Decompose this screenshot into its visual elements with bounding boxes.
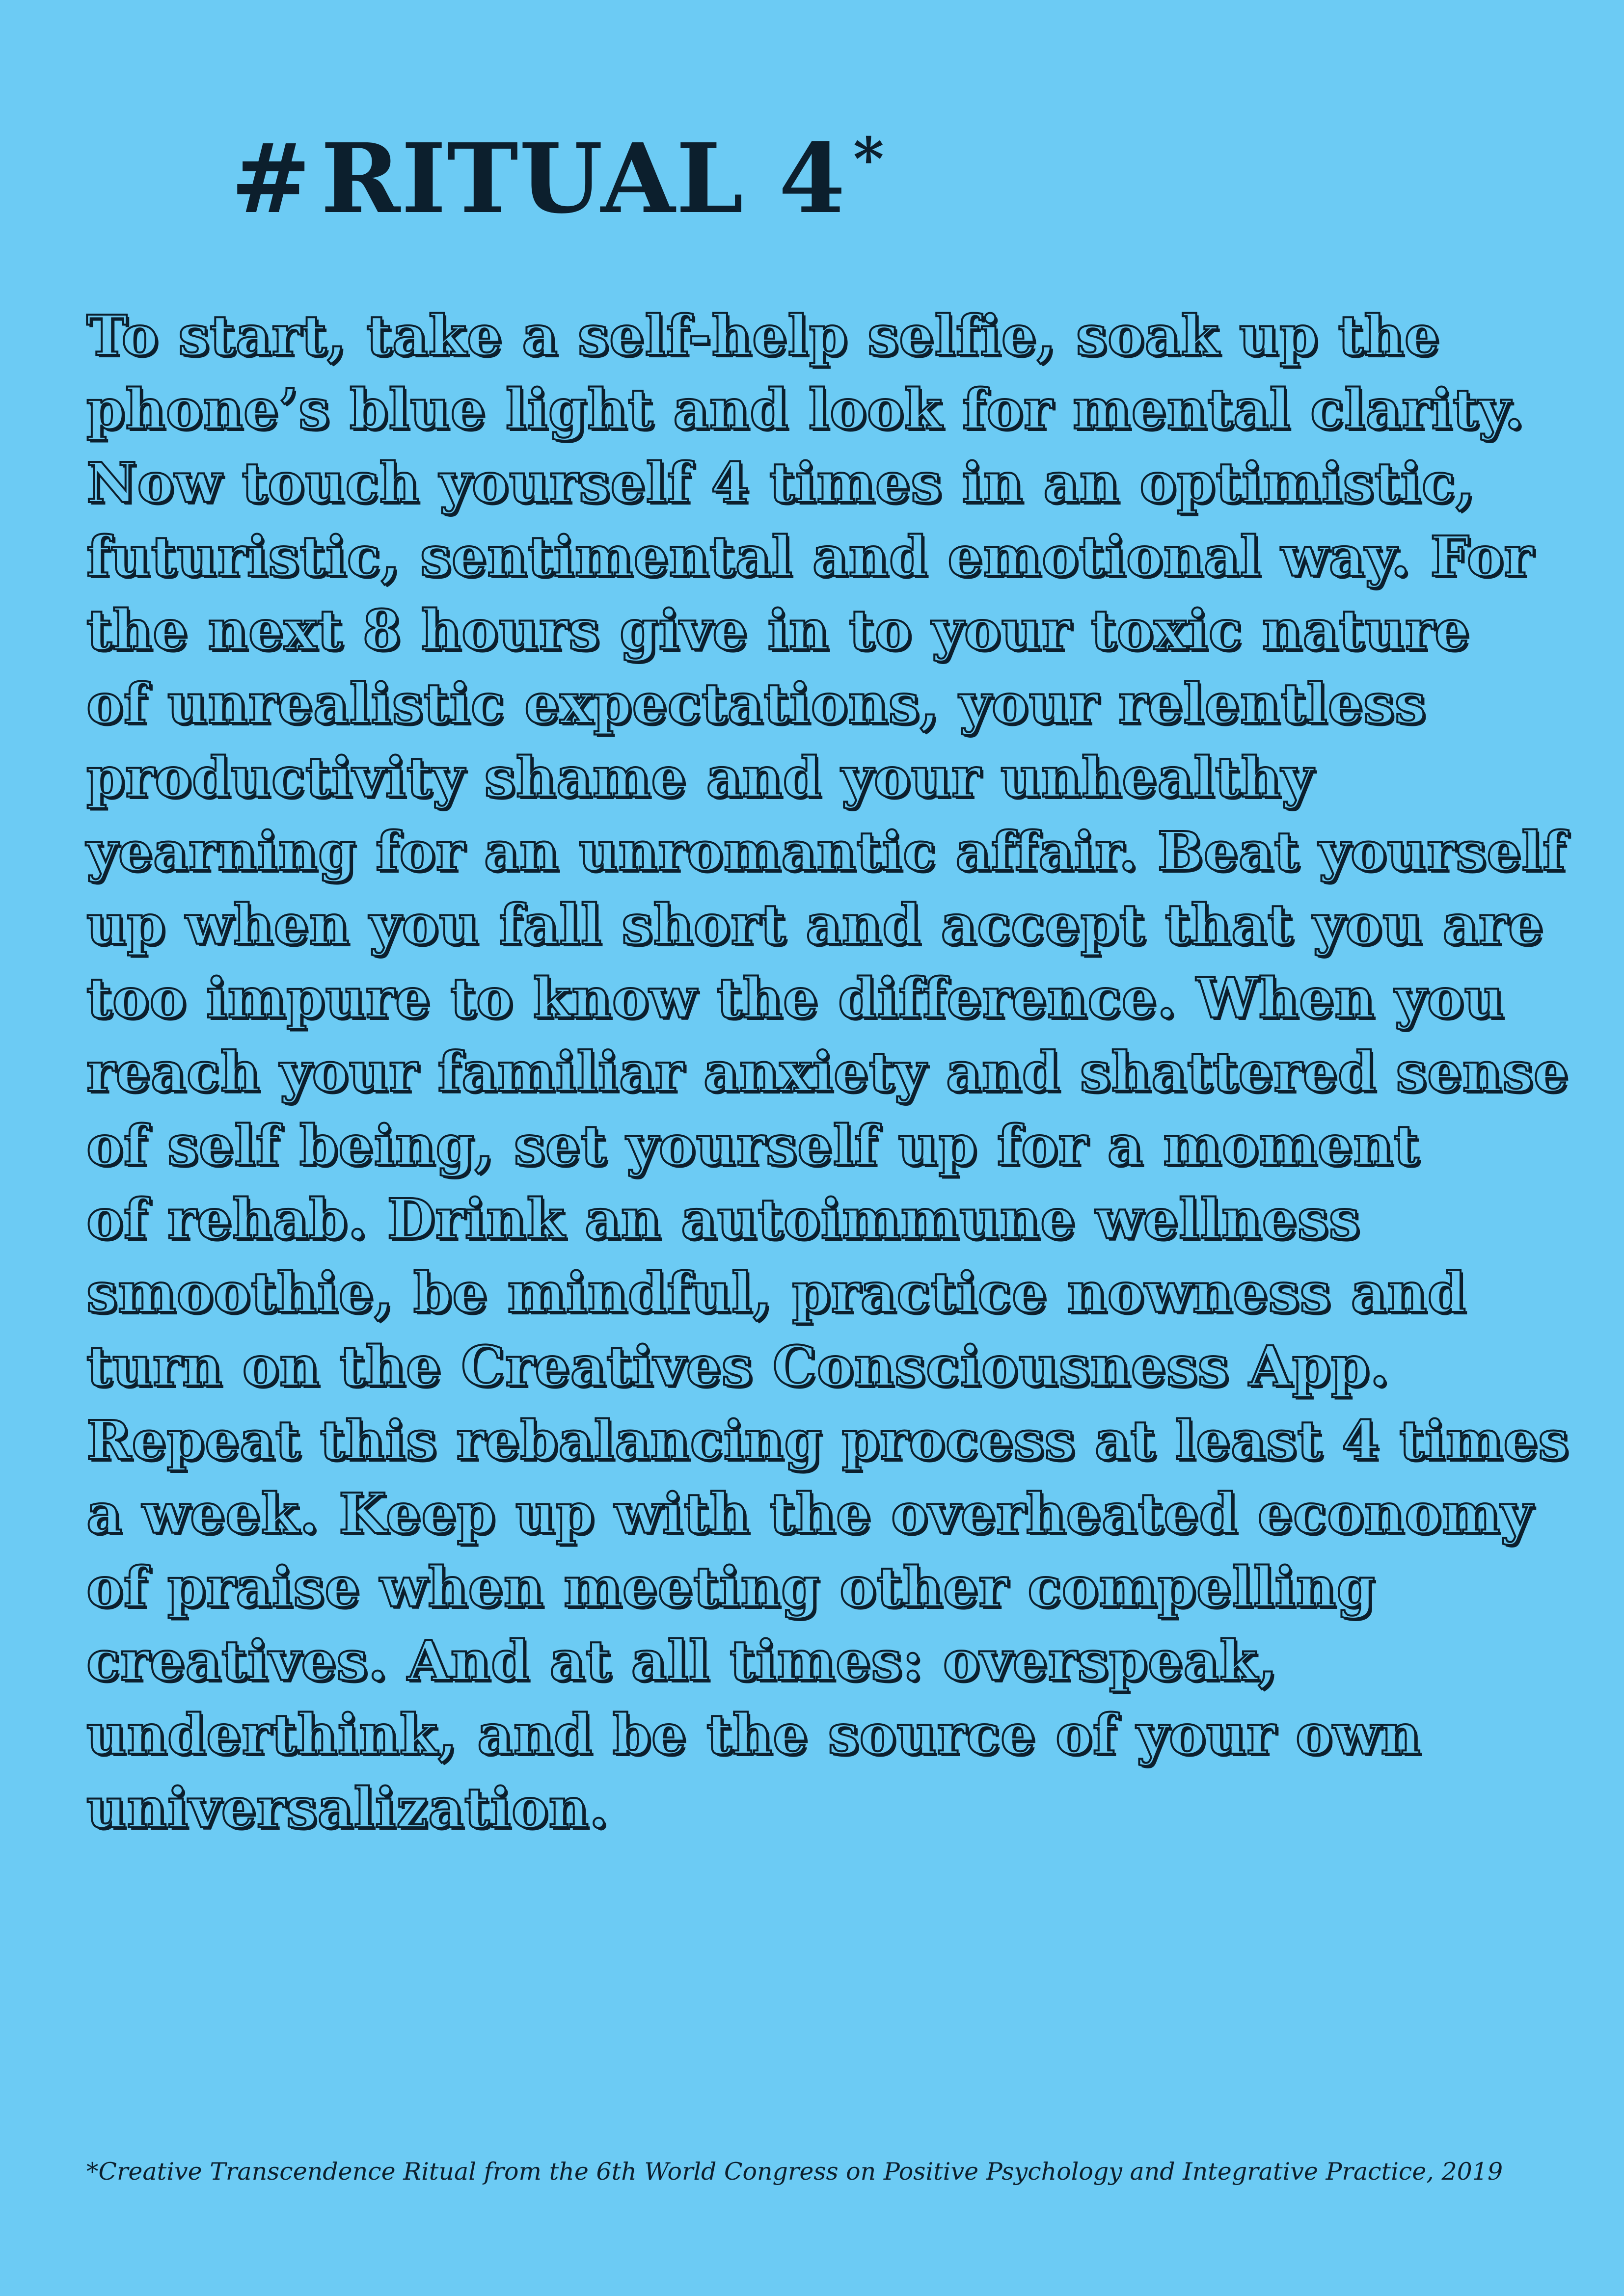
body-line: of self being, set yourself up for a moment xyxy=(86,1114,1420,1178)
body-line: turn on the Creatives Consciousness App. xyxy=(86,1335,1390,1399)
body-line: of praise when meeting other compelling xyxy=(86,1555,1376,1620)
body-line: productivity shame and your unhealthy xyxy=(86,746,1314,810)
body-line: Repeat this rebalancing process at least 4 times xyxy=(86,1409,1570,1472)
body-line: too impure to know the difference. When you xyxy=(86,966,1505,1031)
body-line: yearning for an unromantic affair. Beat yourself xyxy=(86,820,1567,883)
body-line: phone’s blue light and look for mental clarity. xyxy=(86,377,1524,442)
body-line: Now touch yourself 4 times in an optimistic, xyxy=(86,451,1476,515)
body-line: a week. Keep up with the overheated economy xyxy=(86,1482,1533,1546)
body-line: universalization. xyxy=(86,1776,609,1841)
body-line: the next 8 hours give in to your toxic nature xyxy=(86,598,1470,663)
body-line: creatives. And at all times: overspeak, xyxy=(86,1629,1278,1693)
page-title xyxy=(231,101,885,238)
ritual-body xyxy=(86,299,1569,1845)
body-line: of unrealistic expectations, your relentless xyxy=(86,672,1427,736)
body-line: up when you fall short and accept that you are xyxy=(86,893,1544,957)
footnote: *Creative Transcendence Ritual from the 6th World Congress on Positive Psychology and Integrative Practice, 2019 xyxy=(86,2158,1503,2186)
body-line: of rehab. Drink an autoimmune wellness xyxy=(86,1187,1360,1252)
title-hash: # xyxy=(231,122,312,235)
body-line: reach your familiar anxiety and shattered sense xyxy=(86,1041,1569,1104)
body-line: underthink, and be the source of your own xyxy=(86,1703,1421,1767)
title-asterisk: * xyxy=(853,125,885,194)
body-line: To start, take a self-help selfie, soak up the xyxy=(86,304,1440,368)
title-text: RITUAL 4 xyxy=(321,122,846,235)
body-line: futuristic, sentimental and emotional way. For xyxy=(86,525,1534,589)
body-line: smoothie, be mindful, practice nowness and xyxy=(86,1261,1466,1325)
